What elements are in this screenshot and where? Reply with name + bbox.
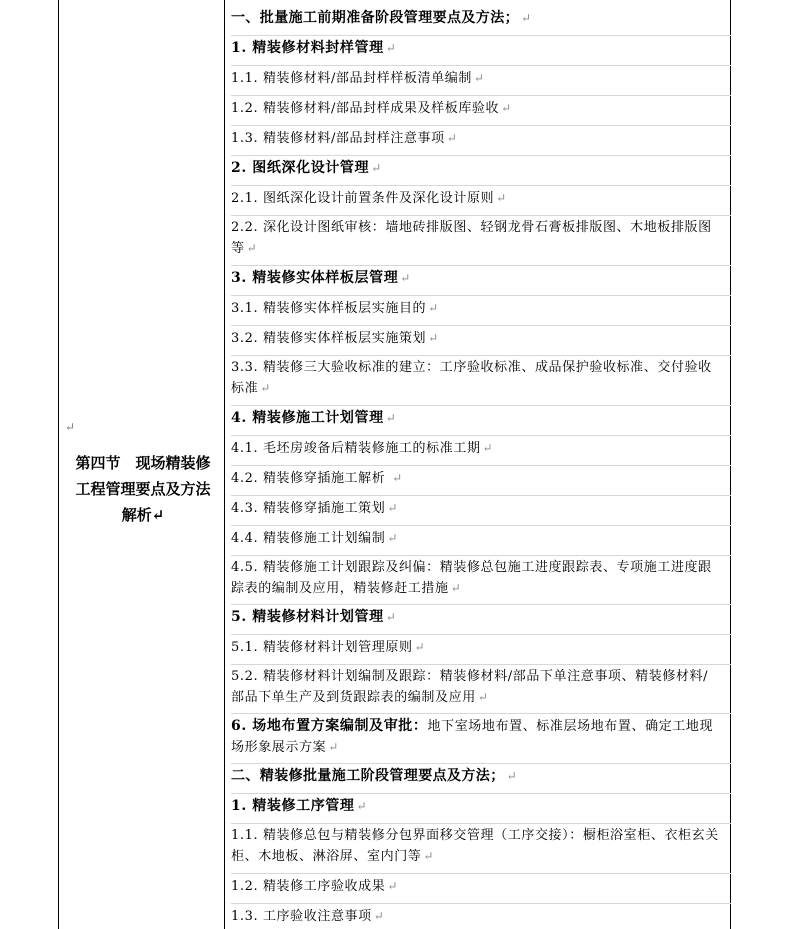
outline-item: 3.1. 精装修实体样板层实施目的 ↵ — [231, 301, 439, 316]
outline-heading: 一、批量施工前期准备阶段管理要点及方法； ↵ — [231, 10, 532, 26]
outline-item: 5.2. 精装修材料计划编制及跟踪：精装修材料/部品下单注意事项、精装修材料/部品下单生产及到货跟踪表的编制及应用 ↵ — [231, 669, 709, 705]
outline-item: 4.1. 毛坯房竣备后精装修施工的标准工期 ↵ — [231, 441, 494, 456]
outline-subheading: 2. 图纸深化设计管理 ↵ — [231, 160, 382, 176]
outline-item: 4.5. 精装修施工计划跟踪及纠偏：精装修总包施工进度跟踪表、专项施工进度跟踪表的编制及应用，精装修赶工措施 ↵ — [231, 560, 712, 596]
outline-subheading: 3. 精装修实体样板层管理 ↵ — [231, 270, 411, 286]
section-title-cell — [59, 0, 224, 929]
outline-subheading: 1. 精装修材料封样管理 ↵ — [231, 40, 397, 56]
outline-item: 5.1. 精装修材料计划管理原则 ↵ — [231, 640, 426, 655]
outline-subheading: 4. 精装修施工计划管理 ↵ — [231, 410, 397, 426]
outline-item: 1.2. 精装修材料/部品封样成果及样板库验收 ↵ — [231, 101, 512, 116]
outline-item: 4.4. 精装修施工计划编制 ↵ — [231, 531, 398, 546]
outline-item: 4.3. 精装修穿插施工策划 ↵ — [231, 501, 398, 516]
outline-item: 6. 场地布置方案编制及审批：地下室场地布置、标准层场地布置、确定工地现场形象展示方案 ↵ — [231, 718, 714, 755]
paragraph-mark: ↵ — [65, 420, 76, 434]
outline-item: 1.3. 精装修材料/部品封样注意事项 ↵ — [231, 131, 458, 146]
outline-subheading: 5. 精装修材料计划管理 ↵ — [231, 609, 397, 625]
outline-item: 1.1. 精装修总包与精装修分包界面移交管理（工序交接）：橱柜浴室柜、衣柜玄关柜、木地板、淋浴屏、室内门等 ↵ — [231, 828, 719, 864]
outline-item: 3.3. 精装修三大验收标准的建立：工序验收标准、成品保护验收标准、交付验收标准 ↵ — [231, 360, 712, 396]
section-title: 第四节 现场精装修工程管理要点及方法解析↵ — [75, 454, 211, 524]
outline-item: 1.3. 工序验收注意事项 ↵ — [231, 909, 385, 924]
outline-item: 3.2. 精装修实体样板层实施策划 ↵ — [231, 331, 439, 346]
outline-item: 2.1. 图纸深化设计前置条件及深化设计原则 ↵ — [231, 191, 507, 206]
outline-item: 1.1. 精装修材料/部品封样样板清单编制 ↵ — [231, 71, 485, 86]
outline-heading: 二、精装修批量施工阶段管理要点及方法； ↵ — [231, 768, 518, 784]
outline-item: 1.2. 精装修工序验收成果 ↵ — [231, 879, 398, 894]
outline-subheading: 1. 精装修工序管理 ↵ — [231, 798, 368, 814]
column-divider — [224, 0, 225, 929]
outline-item: 2.2. 深化设计图纸审核：墙地砖排版图、轻钢龙骨石膏板排版图、木地板排版图等 ↵ — [231, 220, 712, 256]
outline-item: 4.2. 精装修穿插施工解析 ↵ — [231, 471, 403, 486]
